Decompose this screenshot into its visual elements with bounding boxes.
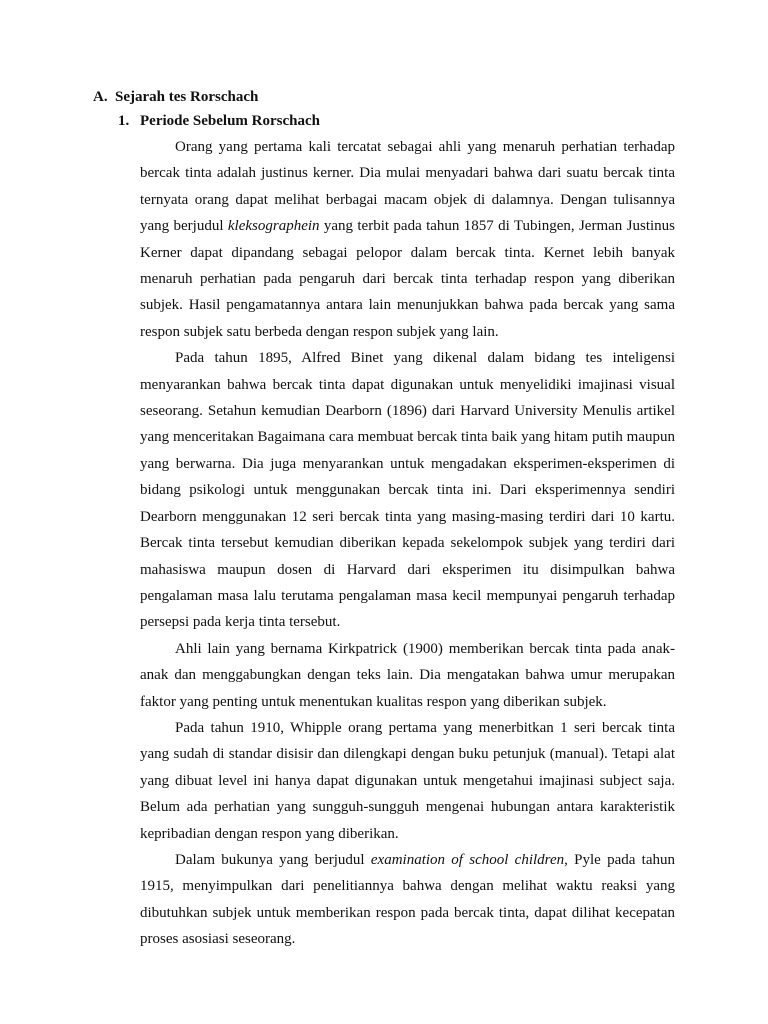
subsection-heading — [118, 111, 320, 131]
section-title: Sejarah tes Rorschach — [115, 89, 259, 105]
subsection-title: Periode Sebelum Rorschach — [140, 113, 320, 129]
paragraph-kirkpatrick: Ahli lain yang bernama Kirkpatrick (1900) memberikan bercak tinta pada anak-anak dan menggabungkan dengan teks lain. Dia mengatakan bahwa umur merupakan faktor yang penting untuk menentukan kualitas respon yang diberikan subjek. — [140, 640, 675, 710]
section-heading — [93, 87, 258, 107]
subsection-number: 1. — [118, 113, 130, 129]
paragraph-text: Pyle pada tahun 1915, menyimpulkan dari penelitiannya bahwa dengan melihat waktu reaksi yang dibutuhkan subjek untuk memberikan respon pada bercak tinta, dapat dilihat kecepatan proses asosiasi seseorang. — [140, 851, 675, 948]
paragraph-binet-dearborn: Pada tahun 1895, Alfred Binet yang dikenal dalam bidang tes inteligensi menyarankan bahwa bercak tinta dapat digunakan untuk menyelidiki imajinasi visual seseorang. Setahun kemudian Dearborn (1896) dari Harvard University Menulis artikel yang menceritakan Bagaimana cara membuat bercak tinta baik yang hitam putih maupun yang berwarna. Dia juga menyarankan untuk mengadakan eksperimen-eksperimen di bidang psikologi untuk menggunakan bercak tinta ini. Dari eksperimennya sendiri Dearborn menggunakan 12 seri bercak tinta yang masing-masing terdiri dari 10 kartu. Bercak tinta tersebut kemudian diberikan kepada sekelompok subjek yang terdiri dari mahasiswa maupun dosen di Harvard dari eksperimen itu disimpulkan bahwa pengalaman masa lalu terutama pengalaman masa kecil mempunyai pengaruh terhadap persepsi pada kerja tinta tersebut. — [140, 350, 675, 631]
book-title-italic: kleksographein — [227, 218, 320, 235]
paragraph-text: Orang yang pertama kali tercatat sebagai ahli yang menaruh perhatian terhadap bercak tinta adalah justinus kerner. Dia mulai menyadari bahwa dari suatu bercak tinta ternyata orang dapat melihat berbagai macam objek di dalamnya. Dengan tulisannya yang berjudul — [140, 139, 675, 235]
paragraph-text: Dalam bukunya yang berjudul — [175, 851, 371, 868]
paragraph-whipple: Pada tahun 1910, Whipple orang pertama yang menerbitkan 1 seri bercak tinta yang sudah di standar disisir dan dilengkapi dengan buku petunjuk (manual). Tetapi alat yang dibuat level ini hanya dapat digunakan untuk mengetahui imajinasi subject saja. Belum ada perhatian yang sungguh-sungguh mengenai hubungan antara karakteristik kepribadian dengan respon yang diberikan. — [140, 719, 675, 842]
paragraph-text: yang terbit pada tahun 1857 di Tubingen, Jerman Justinus Kerner dapat dipandang sebagai pelopor dalam bercak tinta. Kernet lebih banyak menaruh perhatian pada pengaruh dari bercak tinta terhadap respon yang diberikan subjek. Hasil pengamatannya antara lain menunjukkan bahwa pada bercak yang sama respon subjek satu berbeda dengan respon subjek yang lain. — [140, 218, 675, 340]
body-text — [140, 134, 675, 953]
paragraph-kerner — [140, 134, 675, 345]
section-number: A. — [93, 89, 108, 105]
book-title-italic: examination of school children, — [370, 851, 568, 868]
paragraph-pyle — [140, 847, 675, 953]
